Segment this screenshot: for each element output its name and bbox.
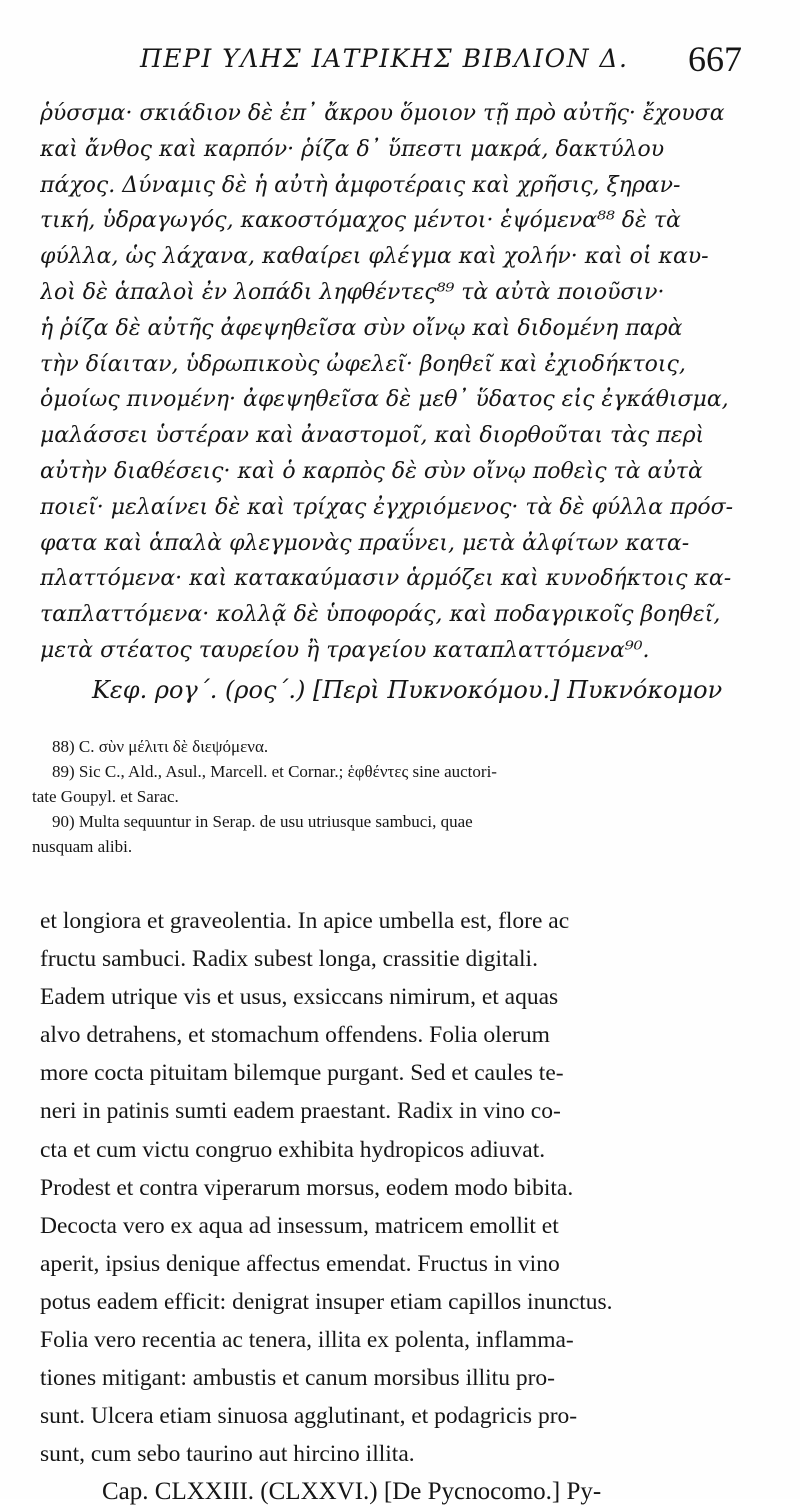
greek-line: φύλλα, ὡς λάχανα, καθαίρει φλέγμα καὶ χολήν· καὶ οἱ καυ- — [40, 244, 709, 270]
greek-line: ἡ ῥίζα δὲ αὐτῆς ἀφεψηθεῖσα σὺν οἴνῳ καὶ διδομένη παρὰ — [40, 315, 683, 341]
footnote-line: nusquam alibi. — [32, 837, 133, 856]
latin-line: alvo detrahens, et stomachum offendens. Folia olerum — [40, 1022, 550, 1049]
footnote-line: 89) Sic C., Ald., Asul., Marcell. et Cornar.; ἑφθέντες sine auctori- — [52, 762, 497, 781]
greek-text-block — [40, 96, 760, 711]
latin-line: cta et cum victu congruo exhibita hydropicos adiuvat. — [40, 1136, 546, 1163]
latin-line: sunt. Ulcera etiam sinuosa agglutinant, et podagricis pro- — [40, 1403, 578, 1430]
latin-line: Folia vero recentia ac tenera, illita ex polenta, inflamma- — [40, 1327, 574, 1354]
footnote-line: 88) C. σὺν μέλιτι δὲ διεψόμενα. — [52, 737, 269, 756]
greek-chapter-heading: Κεφ. ρογ΄. (ρος΄.) [Περὶ Πυκνοκόμου.] Πυκνόκομον — [92, 675, 723, 704]
greek-line: τὴν δίαιταν, ὑδρωπικοὺς ὠφελεῖ· βοηθεῖ καὶ ἐχιοδήκτοις, — [40, 351, 686, 377]
latin-line: et longiora et graveolentia. In apice umbella est, flore ac — [40, 908, 570, 934]
latin-line: Decocta vero ex aqua ad insessum, matricem emollit et — [40, 1212, 559, 1239]
footnote-line: 90) Multa sequuntur in Serap. de usu utriusque sambuci, quae — [52, 812, 473, 831]
greek-line: ποιεῖ· μελαίνει δὲ καὶ τρίχας ἐγχριόμενος· τὰ δὲ φύλλα πρόσ- — [40, 494, 734, 520]
footnotes — [32, 734, 762, 859]
greek-line: τική, ὑδραγωγός, κακοστόμαχος μέντοι· ἑψόμενα⁸⁸ δὲ τὰ — [40, 208, 681, 234]
greek-line: ταπλαττόμενα· κολλᾷ δὲ ὑποφοράς, καὶ ποδαγρικοῖς βοηθεῖ, — [40, 602, 721, 628]
latin-line: potus eadem efficit: denigrat insuper etiam capillos inunctus. — [40, 1288, 613, 1315]
greek-line: ῥύσσμα· σκιάδιον δὲ ἐπ᾿ ἄκρου ὅμοιον τῇ πρὸ αὐτῆς· ἔχουσα — [40, 101, 725, 126]
running-title: ΠΕΡΙ ΥΛΗΣ ΙΑΤΡΙΚΗΣ ΒΙΒΛΙΟΝ Δ. — [140, 44, 629, 73]
latin-chapter-heading: Cap. CLXXIII. (CLXXVI.) [De Pycnocomo.] Py- — [102, 1478, 602, 1506]
latin-line: tiones mitigant: ambustis et canum morsibus illitu pro- — [40, 1365, 555, 1392]
latin-line: Prodest et contra viperarum morsus, eodem modo bibita. — [40, 1174, 574, 1201]
latin-line: aperit, ipsius denique affectus emendat. Fructus in vino — [40, 1250, 560, 1277]
greek-line: πλαττόμενα· καὶ κατακαύμασιν ἁρμόζει καὶ κυνοδήκτοις κα- — [40, 566, 732, 592]
greek-line: μαλάσσει ὑστέραν καὶ ἀναστομοῖ, καὶ διορθοῦται τὰς περὶ — [40, 423, 705, 449]
latin-line: neri in patinis sumti eadem praestant. Radix in vino co- — [40, 1098, 561, 1125]
latin-line: sunt, cum sebo taurino aut hircino illita. — [40, 1441, 415, 1468]
latin-line: fructu sambuci. Radix subest longa, crassitie digitali. — [40, 946, 538, 973]
latin-text-block — [40, 902, 762, 1512]
latin-line: more cocta pituitam bilemque purgant. Sed et caules te- — [40, 1060, 564, 1087]
page-number: 667 — [688, 39, 742, 79]
greek-line: αὐτὴν διαθέσεις· καὶ ὁ καρπὸς δὲ σὺν οἴνῳ ποθεὶς τὰ αὐτὰ — [40, 458, 703, 484]
greek-line: φατα καὶ ἁπαλὰ φλεγμονὰς πραΰνει, μετὰ ἀλφίτων κατα- — [40, 530, 690, 556]
running-head — [140, 38, 780, 82]
greek-line: λοὶ δὲ ἁπαλοὶ ἐν λοπάδι ληφθέντες⁸⁹ τὰ αὐτὰ ποιοῦσιν· — [40, 279, 665, 305]
latin-line: Eadem utrique vis et usus, exsiccans nimirum, et aquas — [40, 984, 559, 1011]
greek-line: καὶ ἄνθος καὶ καρπόν· ῥίζα δ᾿ ὕπεστι μακρά, δακτύλου — [40, 136, 665, 162]
greek-line: μετὰ στέατος ταυρείου ἢ τραγείου καταπλαττόμενα⁹⁰. — [40, 637, 650, 663]
footnote-line: tate Goupyl. et Sarac. — [32, 787, 179, 806]
greek-line: ὁμοίως πινομένη· ἀφεψηθεῖσα δὲ μεθ᾿ ὕδατος εἰς ἐγκάθισμα, — [40, 387, 729, 413]
greek-line: πάχος. Δύναμις δὲ ἡ αὐτὴ ἀμφοτέραις καὶ χρῆσις, ξηραν- — [40, 172, 681, 198]
